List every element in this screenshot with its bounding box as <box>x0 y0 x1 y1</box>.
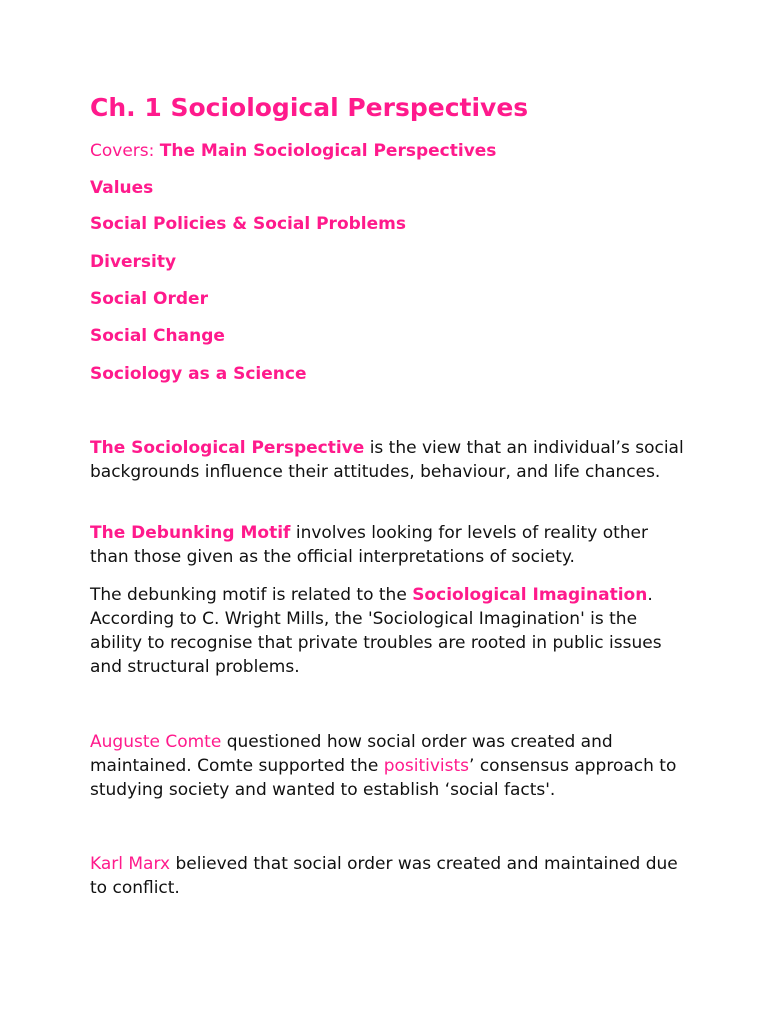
name-auguste-comte: Auguste Comte <box>90 732 222 752</box>
topic-social-change: Social Change <box>90 326 225 346</box>
topic-sociology-as-science: Sociology as a Science <box>90 364 307 384</box>
text-comte-2: ’ consensus approach to studying society and wanted to establish ‘social facts'. <box>90 756 677 800</box>
term-sociological-perspective: The Sociological Perspective <box>90 438 365 458</box>
text-marx: believed that social order was created and maintained due to conflict. <box>90 854 678 898</box>
term-debunking-motif: The Debunking Motif <box>90 523 291 543</box>
topic-diversity: Diversity <box>90 252 177 272</box>
text-comte-1: questioned how social order was created and maintained. Comte supported the <box>90 732 613 776</box>
topic-main-perspectives: The Main Sociological Perspectives <box>159 141 497 161</box>
text-imagination-after: . According to C. Wright Mills, the 'Sociological Imagination' is the ability to recognise that private troubles are rooted in public issues and structural problems. <box>90 585 662 677</box>
topic-social-policies: Social Policies & Social Problems <box>90 214 406 234</box>
term-positivists: positivists <box>383 756 470 776</box>
term-sociological-imagination: Sociological Imagination <box>412 585 648 605</box>
paragraph-debunking-motif <box>90 521 690 569</box>
paragraph-comte <box>90 730 690 802</box>
text-sociological-perspective: is the view that an individual’s social backgrounds influence their attitudes, behaviour, and life chances. <box>90 438 684 482</box>
text-imagination-before: The debunking motif is related to the <box>90 585 413 605</box>
topic-values: Values <box>90 178 154 198</box>
topic-social-order: Social Order <box>90 289 208 309</box>
paragraph-sociological-imagination <box>90 583 690 679</box>
name-karl-marx: Karl Marx <box>90 854 171 874</box>
covers-label: Covers: <box>90 141 160 161</box>
text-debunking-motif: involves looking for levels of reality other than those given as the official interpretations of society. <box>90 523 648 567</box>
page-title: Ch. 1 Sociological Perspectives <box>90 93 529 122</box>
paragraph-marx <box>90 852 690 900</box>
paragraph-sociological-perspective <box>90 436 690 484</box>
covers-line <box>90 140 496 162</box>
